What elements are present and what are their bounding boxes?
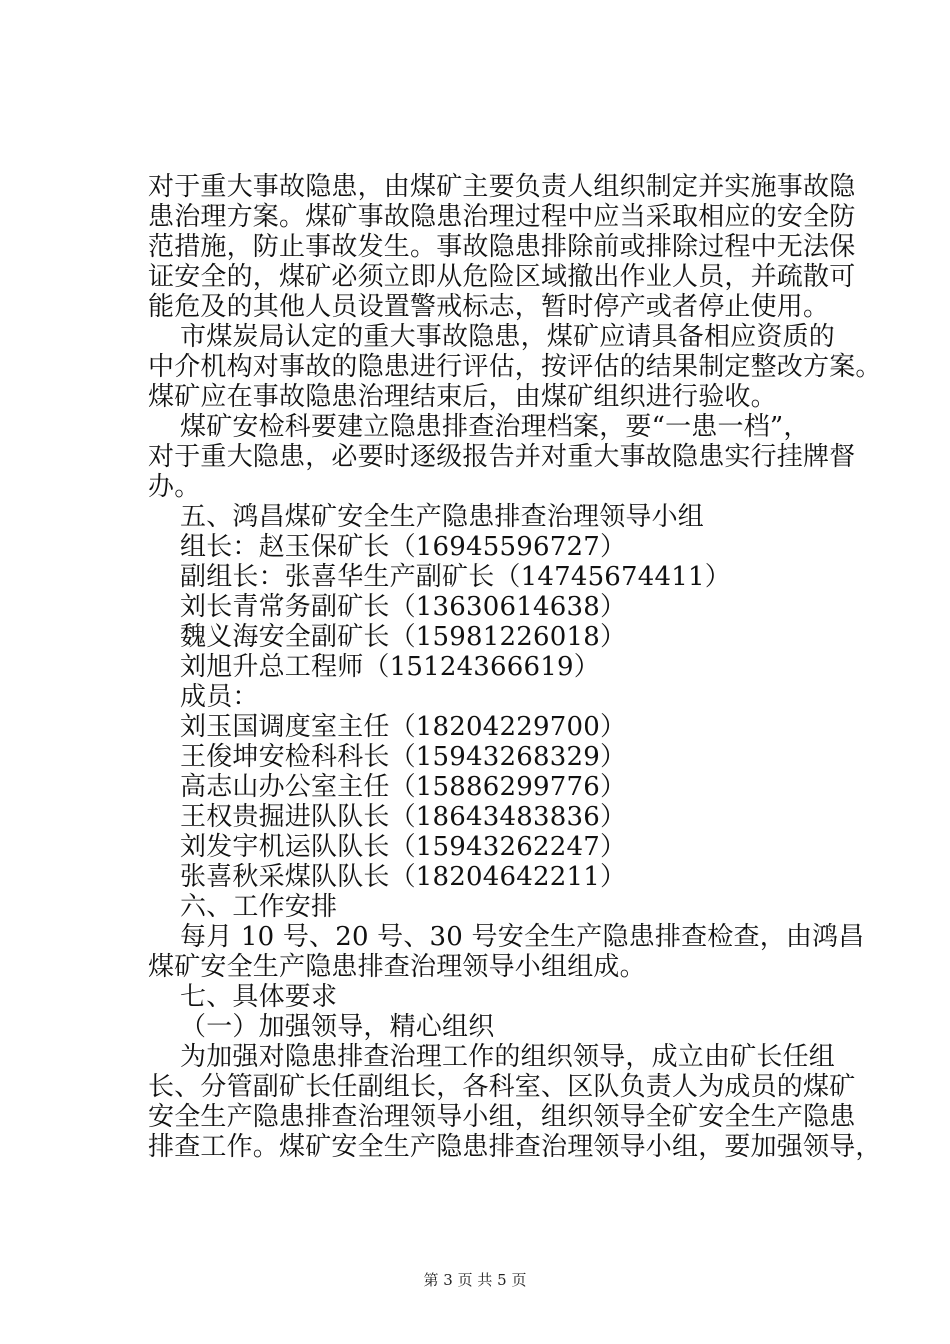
- text-line: 高志山办公室主任（15886299776）: [180, 772, 627, 802]
- text-line: 为加强对隐患排查治理工作的组织领导，成立由矿长任组: [180, 1042, 836, 1072]
- text-line: 安全生产隐患排查治理领导小组，组织领导全矿安全生产隐患: [148, 1102, 856, 1132]
- text-line: 对于重大事故隐患，由煤矿主要负责人组织制定并实施事故隐: [148, 172, 856, 202]
- text-line: 七、具体要求: [180, 982, 338, 1012]
- text-line: 煤矿安全生产隐患排查治理领导小组组成。: [148, 952, 646, 982]
- text-line: 刘发宇机运队队长（15943262247）: [180, 832, 627, 862]
- text-line: 办。: [148, 472, 201, 502]
- document-body: [148, 172, 882, 1162]
- text-line: 张喜秋采煤队队长（18204642211）: [180, 862, 627, 892]
- text-line: 刘旭升总工程师（15124366619）: [180, 652, 600, 682]
- text-line: 患治理方案。煤矿事故隐患治理过程中应当采取相应的安全防: [148, 202, 856, 232]
- text-line: 能危及的其他人员设置警戒标志，暂时停产或者停止使用。: [148, 292, 830, 322]
- text-line: 每月 10 号、20 号、30 号安全生产隐患排查检查，由鸿昌: [180, 922, 865, 952]
- text-line: 长、分管副矿长任副组长，各科室、区队负责人为成员的煤矿: [148, 1072, 856, 1102]
- text-line: 刘玉国调度室主任（18204229700）: [180, 712, 627, 742]
- text-line: 证安全的，煤矿必须立即从危险区域撤出作业人员，并疏散可: [148, 262, 856, 292]
- text-line: 王俊坤安检科科长（15943268329）: [180, 742, 627, 772]
- text-line: 魏义海安全副矿长（15981226018）: [180, 622, 627, 652]
- text-line: 组长：赵玉保矿长（16945596727）: [180, 532, 627, 562]
- text-line: 煤矿应在事故隐患治理结束后，由煤矿组织进行验收。: [148, 382, 777, 412]
- text-line: 副组长：张喜华生产副矿长（14745674411）: [180, 562, 731, 592]
- text-line: 刘长青常务副矿长（13630614638）: [180, 592, 627, 622]
- text-line: 六、工作安排: [180, 892, 338, 922]
- text-line: 范措施，防止事故发生。事故隐患排除前或排除过程中无法保: [148, 232, 856, 262]
- text-line: （一）加强领导，精心组织: [180, 1012, 495, 1042]
- text-line: 煤矿安检科要建立隐患排查治理档案，要“一患一档”，: [180, 412, 810, 442]
- text-line: 中介机构对事故的隐患进行评估，按评估的结果制定整改方案。: [148, 352, 882, 382]
- page-footer: 第 3 页 共 5 页: [423, 1271, 527, 1289]
- text-line: 五、鸿昌煤矿安全生产隐患排查治理领导小组: [180, 502, 705, 532]
- text-line: 排查工作。煤矿安全生产隐患排查治理领导小组，要加强领导，: [148, 1132, 882, 1162]
- text-line: 对于重大隐患，必要时逐级报告并对重大事故隐患实行挂牌督: [148, 442, 856, 472]
- text-line: 成员：: [180, 682, 259, 712]
- text-line: 王权贵掘进队队长（18643483836）: [180, 802, 627, 832]
- text-line: 市煤炭局认定的重大事故隐患，煤矿应请具备相应资质的: [180, 322, 836, 352]
